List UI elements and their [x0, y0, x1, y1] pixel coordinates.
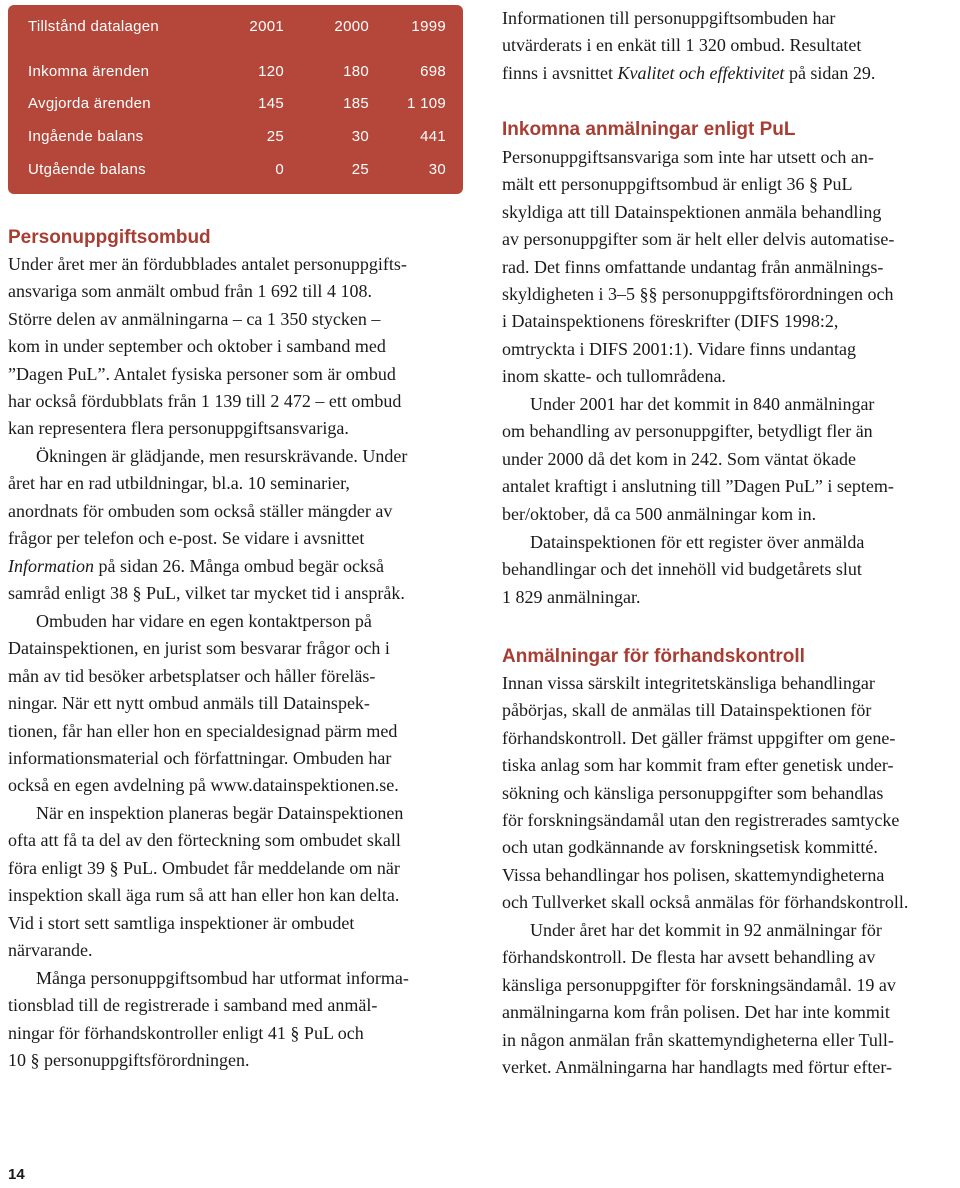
cell-2000: 25	[351, 161, 369, 178]
row-label: Avgjorda ärenden	[28, 95, 151, 112]
cell-2001: 145	[258, 95, 284, 112]
cell-2000: 185	[343, 95, 369, 112]
paragraph-notification-duty: Personuppgiftsansvariga som inte har utsett och an- mält ett personuppgiftsombud är enligt 36 § PuL skyldiga att till Datainspektionen anmäla behandling av personuppgifter som är helt eller delvis automatise- rad. Det finns omfattande undantag från anmälnings- skyldigheten i 3–5 §§ personuppgiftsförordningen och i Datainspektionens föreskrifter (DIFS 1998:2, omtryckta i DIFS 2001:1). Vidare finns undantag inom skatte- och tullområdena.	[502, 147, 895, 387]
paragraph-information-sheets: Många personuppgiftsombud har utformat informa- tionsblad till de registrerade i samband med anmäl- ningar för förhandskontroller enligt 41 § PuL och 10 § personuppgiftsförordningen.	[8, 968, 409, 1071]
table-row	[8, 87, 463, 120]
heading-inkomna-anmalningar: Inkomna anmälningar enligt PuL	[502, 119, 796, 140]
table-row	[8, 120, 463, 153]
cell-1999: 698	[420, 63, 446, 80]
paragraph-contact-person: Ombuden har vidare en egen kontaktperson på Datainspektionen, en jurist som besvarar frågor och i mån av tid besöker arbetsplatser och håller föreläs- ningar. När ett nytt ombud anmäls till Datainspek- tionen, får han eller hon en specialdesignad pärm med informationsmaterial och författningar. Ombuden har också en egen avdelning på www.datainspektionen.se.	[8, 611, 399, 796]
heading-personuppgiftsombud: Personuppgiftsombud	[8, 227, 211, 248]
row-label: Utgående balans	[28, 161, 146, 178]
row-label: Ingående balans	[28, 128, 144, 145]
cell-2001: 120	[258, 63, 284, 80]
cell-2000: 30	[351, 128, 369, 145]
paragraph-notifications-2001: Under 2001 har det kommit in 840 anmälningar om behandling av personuppgifter, betydligt fler än under 2000 då det kom in 242. Som väntat ökade antalet kraftigt i anslutning till ”Dagen PuL” i septem- ber/oktober, då ca 500 anmälningar kom in.	[502, 394, 894, 524]
page-number: 14	[8, 1166, 25, 1183]
heading-forhandskontroll: Anmälningar för förhandskontroll	[502, 646, 805, 667]
paragraph-inspection: När en inspektion planeras begär Datainspektionen ofta att få ta del av den förteckning som ombudet skall föra enligt 39 § PuL. Ombudet får meddelande om när inspektion skall äga rum så att han eller hon kan delta. Vid i stort sett samtliga inspektioner är ombudet närvarande.	[8, 803, 404, 961]
stats-header-year-2000: 2000	[334, 18, 369, 35]
stats-header-row	[8, 10, 463, 43]
paragraph-register: Datainspektionen för ett register över anmälda behandlingar och det innehöll vid budgetårets slut 1 829 anmälningar.	[502, 532, 865, 607]
reference-kvalitet: Kvalitet och effektivitet	[617, 62, 785, 83]
stats-header-year-2001: 2001	[249, 18, 284, 35]
reference-information: Information	[8, 555, 95, 576]
cell-1999: 1 109	[406, 95, 446, 112]
cell-1999: 441	[420, 128, 446, 145]
table-row	[8, 153, 463, 186]
cell-2000: 180	[343, 63, 369, 80]
paragraph-prior-checking-2001: Under året har det kommit in 92 anmälningar för förhandskontroll. De flesta har avsett behandling av känsliga personuppgifter för forskningsändamål. 19 av anmälningarna kom från polisen. Det har inte kommit in någon anmälan från skattemyndigheterna eller Tull- verket. Anmälningarna har handlagts med förtur efter-	[502, 920, 896, 1078]
paragraph-ombud-increase: Under året mer än fördubblades antalet personuppgifts- ansvariga som anmält ombud från 1 692 till 4 108. Större delen av anmälningarna – ca 1 350 stycken – kom in under september och oktober i samband med ”Dagen PuL”. Antalet fysiska personer som är ombud har också fördubblats från 1 139 till 2 472 – ett ombud kan representera flera personuppgiftsansvariga.	[8, 254, 407, 439]
paragraph-training: Ökningen är glädjande, men resurskrävande. Under året har en rad utbildningar, bl.a. 10 seminarier, anordnats för ombuden som också ställer mängder av frågor per telefon och e-post. Se vidare i avsnittet Information på sidan 26. Många ombud begär också samråd enligt 38 § PuL, vilket tar mycket tid i anspråk.	[8, 446, 408, 604]
paragraph-prior-checking: Innan vissa särskilt integritetskänsliga behandlingar påbörjas, skall de anmälas till Datainspektionen för förhandskontroll. Det gäller främst uppgifter om gene- tiska anlag som har kommit fram efter genetisk under- sökning och känsliga personuppgifter som behandlas för forskningsändamål utan den registrerades samtycke och utan godkännande av forskningsetisk kommitté. Vissa behandlingar hos polisen, skattemyndigheterna och Tullverket skall också anmälas för förhandskontroll.	[502, 673, 909, 913]
statistics-table	[8, 5, 463, 194]
table-row	[8, 55, 463, 88]
stats-header-year-1999: 1999	[411, 18, 446, 35]
cell-2001: 25	[266, 128, 284, 145]
cell-1999: 30	[428, 161, 446, 178]
stats-header-label: Tillstånd datalagen	[28, 18, 160, 35]
paragraph-survey: Informationen till personuppgiftsombuden har utvärderats i en enkät till 1 320 ombud. Resultatet finns i avsnittet Kvalitet och effektivitet på sidan 29.	[502, 8, 876, 83]
row-label: Inkomna ärenden	[28, 63, 150, 80]
cell-2001: 0	[275, 161, 284, 178]
